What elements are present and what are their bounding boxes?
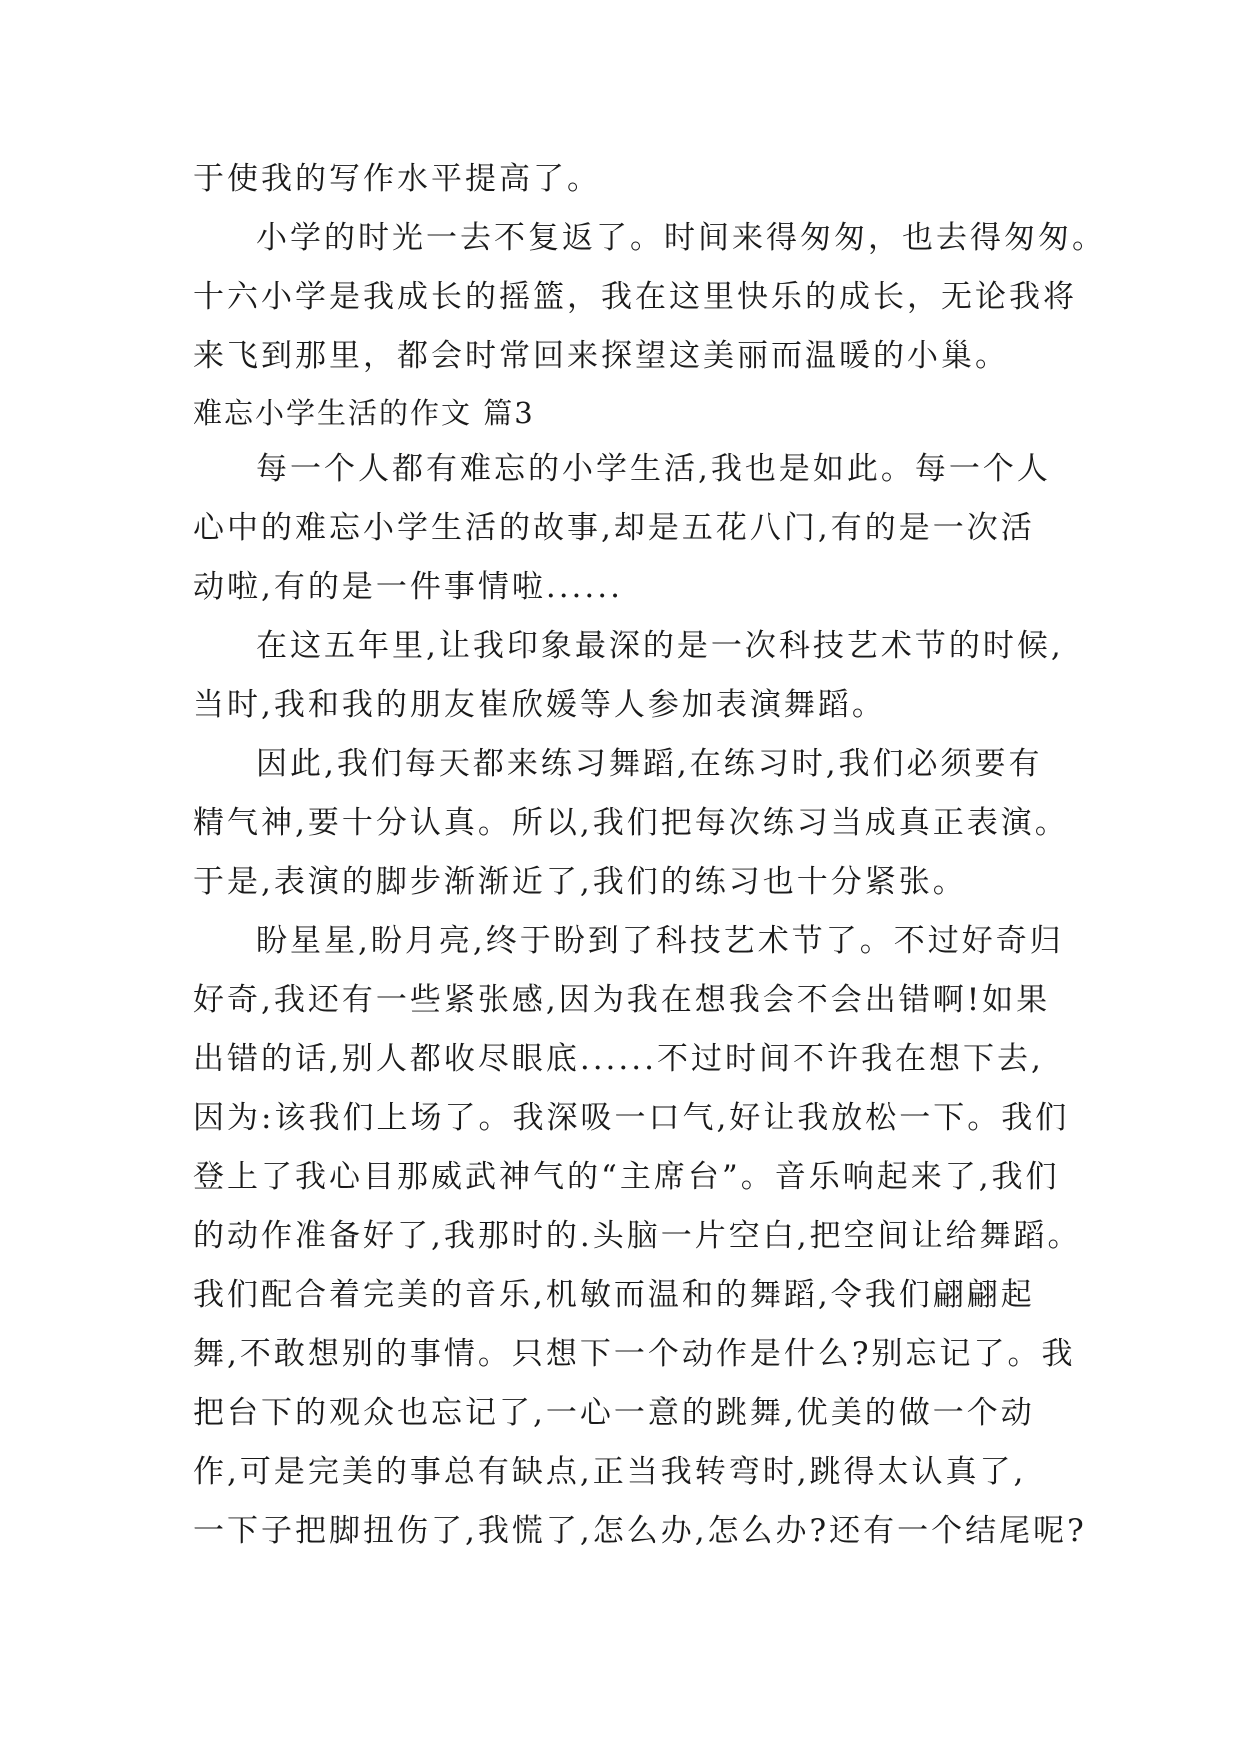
paragraph-line: 十六小学是我成长的摇篮，我在这里快乐的成长，无论我将 bbox=[193, 279, 1077, 315]
paragraph-line: 盼星星,盼月亮,终于盼到了科技艺术节了。不过好奇归 bbox=[256, 923, 1064, 959]
paragraph-line: 当时,我和我的朋友崔欣媛等人参加表演舞蹈。 bbox=[193, 687, 886, 723]
paragraph-line: 动啦,有的是一件事情啦...... bbox=[193, 569, 623, 605]
paragraph-line: 于是,表演的脚步渐渐近了,我们的练习也十分紧张。 bbox=[193, 864, 967, 900]
paragraph-line: 精气神,要十分认真。所以,我们把每次练习当成真正表演。 bbox=[193, 805, 1069, 841]
paragraph-line: 出错的话,别人都收尽眼底......不过时间不许我在想下去, bbox=[193, 1041, 1044, 1077]
paragraph-line: 一下子把脚扭伤了,我慌了,怎么办,怎么办?还有一个结尾呢? bbox=[193, 1513, 1087, 1549]
paragraph-line: 舞,不敢想别的事情。只想下一个动作是什么?别忘记了。我 bbox=[193, 1336, 1076, 1372]
document-page bbox=[193, 150, 1106, 1561]
paragraph-line: 把台下的观众也忘记了,一心一意的跳舞,优美的做一个动 bbox=[193, 1395, 1035, 1431]
paragraph-line: 来飞到那里，都会时常回来探望这美丽而温暖的小巢。 bbox=[193, 338, 1009, 374]
paragraph-line: 在这五年里,让我印象最深的是一次科技艺术节的时候, bbox=[256, 628, 1064, 664]
paragraph-line: 于使我的写作水平提高了。 bbox=[193, 161, 601, 197]
paragraph-line: 我们配合着完美的音乐,机敏而温和的舞蹈,令我们翩翩起 bbox=[193, 1277, 1035, 1313]
section-heading: 难忘小学生活的作文 篇3 bbox=[193, 396, 535, 430]
paragraph-line: 因为:该我们上场了。我深吸一口气,好让我放松一下。我们 bbox=[193, 1100, 1070, 1136]
paragraph-line: 小学的时光一去不复返了。时间来得匆匆，也去得匆匆。 bbox=[256, 220, 1106, 256]
paragraph-line: 的动作准备好了,我那时的.头脑一片空白,把空间让给舞蹈。 bbox=[193, 1218, 1082, 1254]
paragraph-line: 登上了我心目那威武神气的“主席台”。音乐响起来了,我们 bbox=[193, 1159, 1060, 1195]
paragraph-line: 因此,我们每天都来练习舞蹈,在练习时,我们必须要有 bbox=[256, 746, 1043, 782]
paragraph-line: 作,可是完美的事总有缺点,正当我转弯时,跳得太认真了, bbox=[193, 1454, 1027, 1490]
paragraph-line: 心中的难忘小学生活的故事,却是五花八门,有的是一次活 bbox=[193, 510, 1035, 546]
paragraph-line: 好奇,我还有一些紧张感,因为我在想我会不会出错啊!如果 bbox=[193, 982, 1051, 1018]
paragraph-line: 每一个人都有难忘的小学生活,我也是如此。每一个人 bbox=[256, 451, 1051, 487]
